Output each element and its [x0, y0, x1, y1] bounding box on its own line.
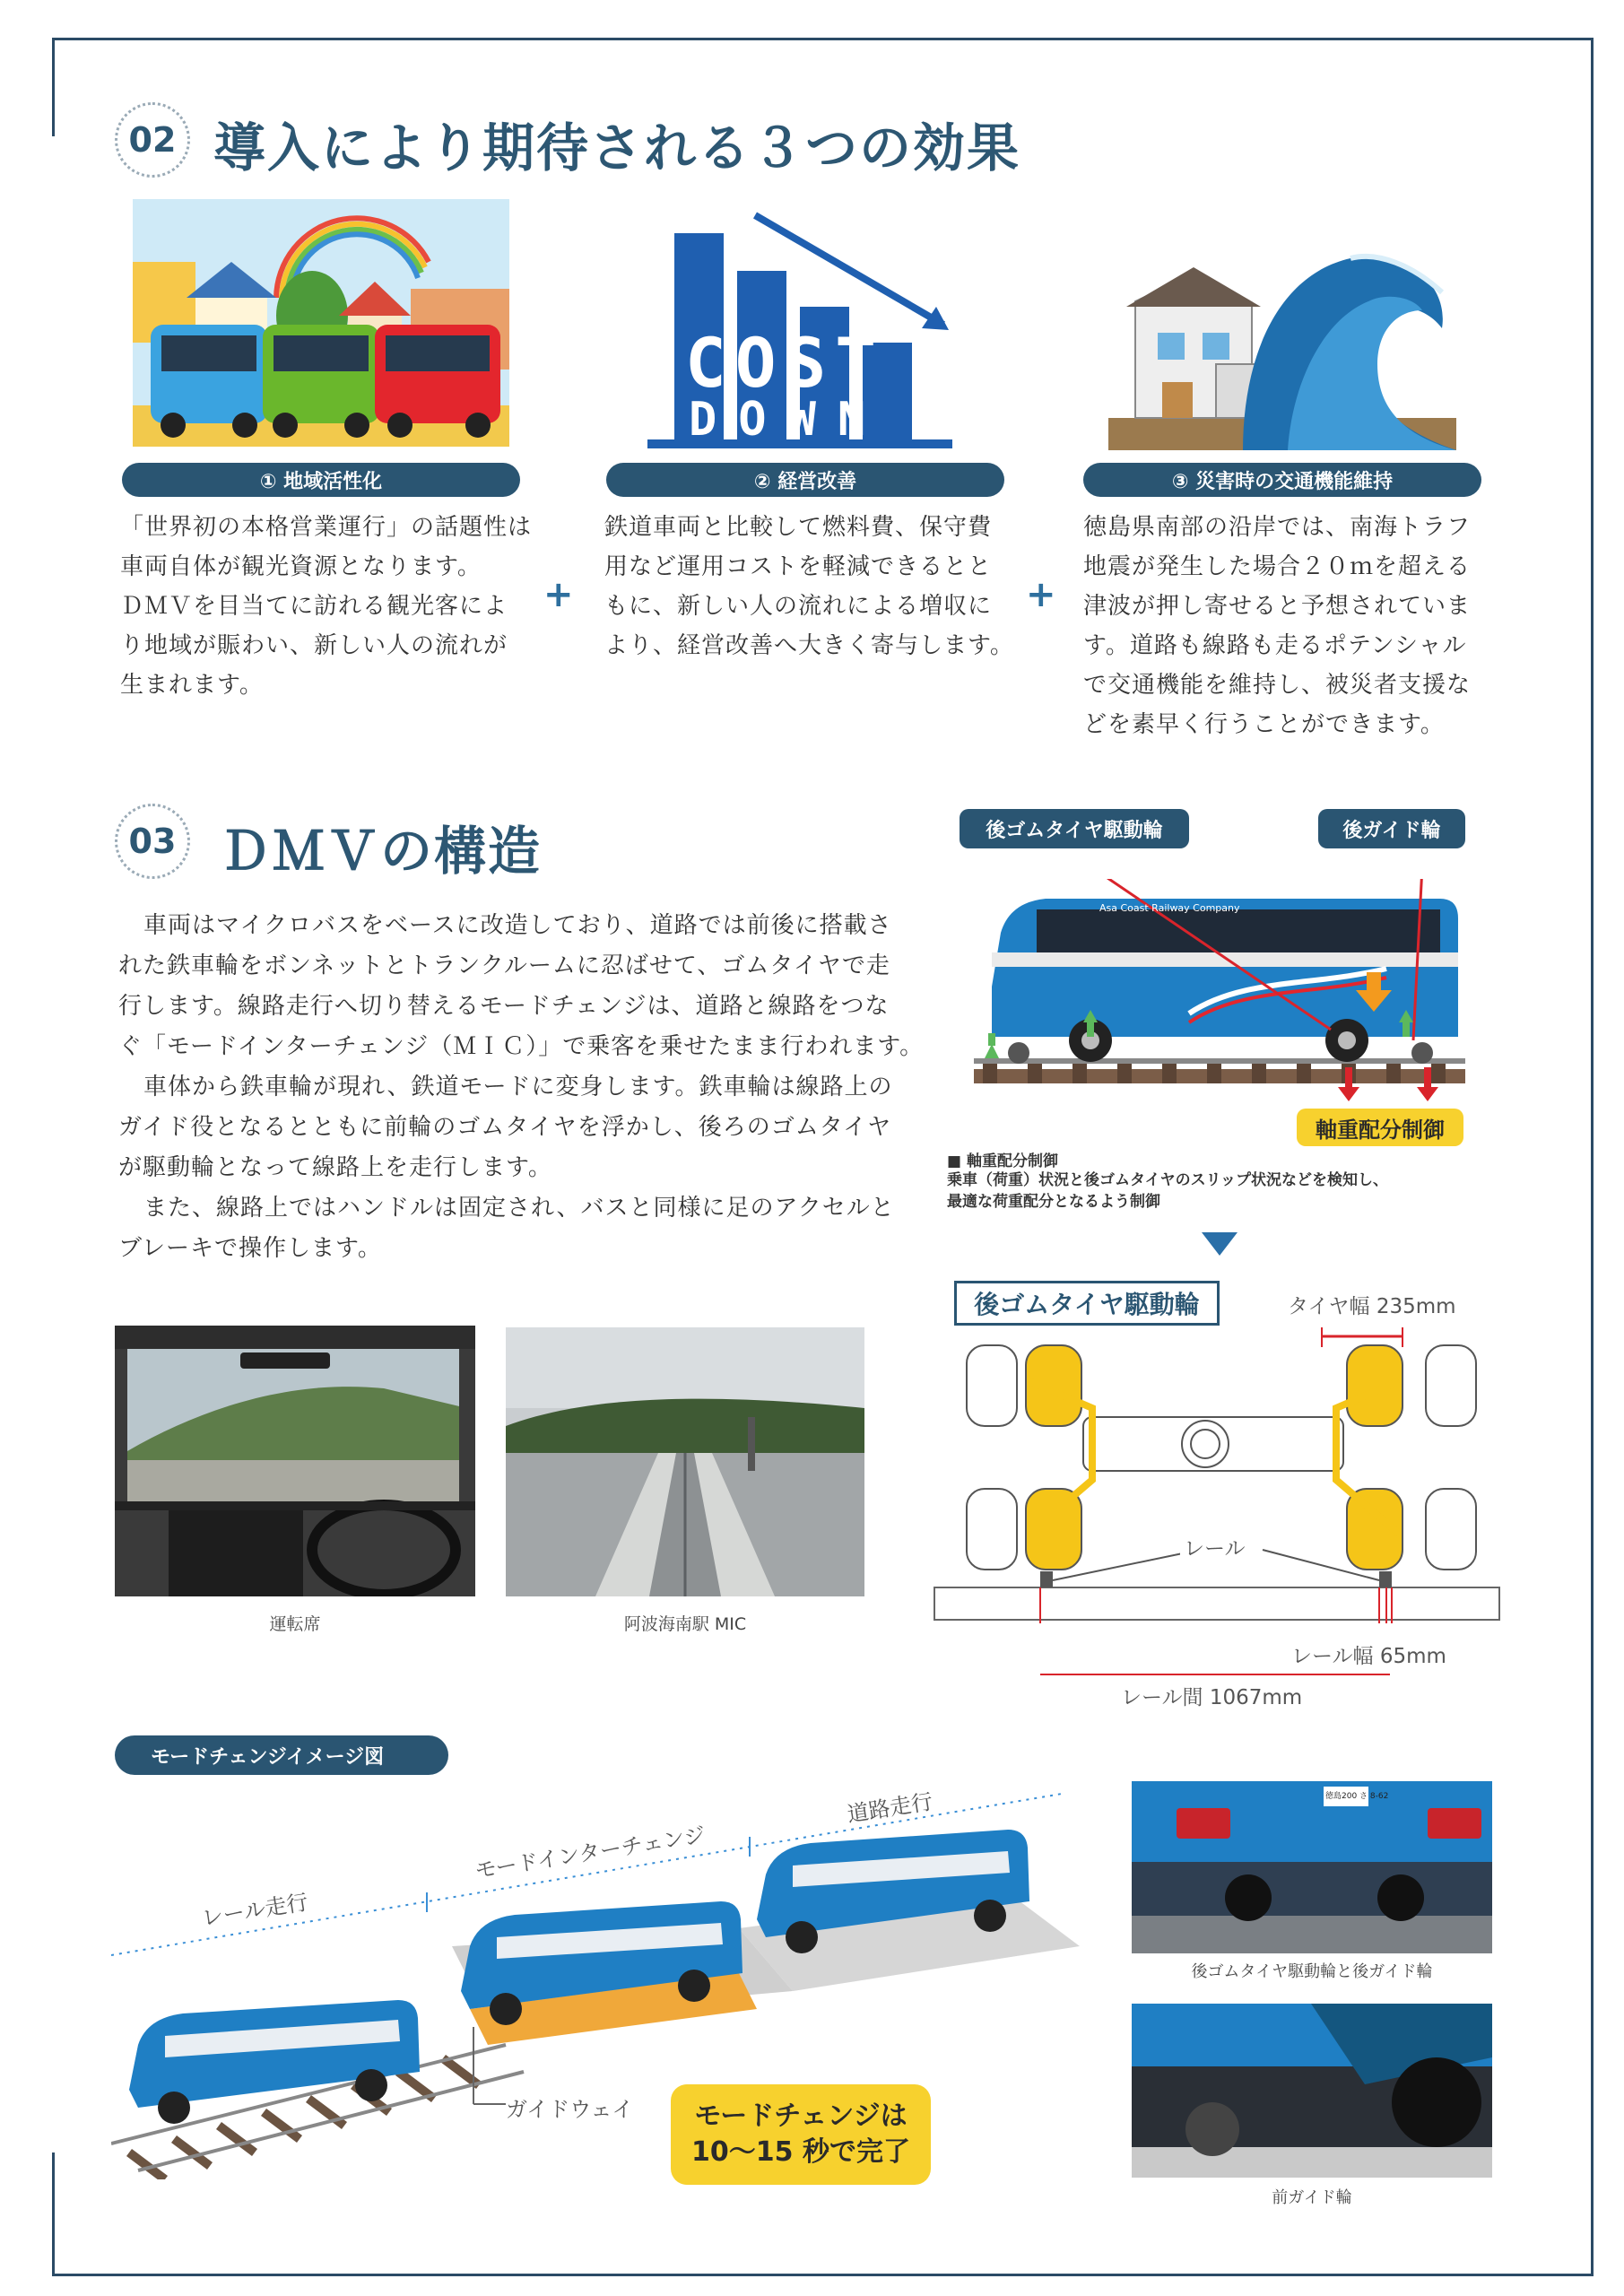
text-line: 最適な荷重配分となるよう制御: [947, 1193, 1160, 1211]
mode-change-time-bubble: [671, 2084, 931, 2185]
text-line: 乗車（荷重）状況と後ゴムタイヤのスリップ状況などを検知し、: [947, 1171, 1388, 1189]
gauge-label: レール間 1067mm: [1121, 1686, 1303, 1709]
text-line: より、経営改善へ大きく寄与します。: [604, 632, 1014, 659]
axle-note-title: ■ 軸重配分制御: [947, 1152, 1058, 1170]
text-line: す。道路も線路も走るポテンシャル: [1083, 632, 1467, 659]
cost-text: COST: [685, 323, 886, 403]
photo-rear-wheels: [1132, 1781, 1492, 1953]
axle-diagram-title: 後ゴムタイヤ駆動輪: [954, 1281, 1220, 1326]
text-line: ぐ「モードインターチェンジ（ＭＩＣ）」で乗客を乗せたまま行われます。: [118, 1033, 925, 1060]
text-line: 地震が発生した場合２０ｍを超える: [1083, 553, 1472, 580]
rail-label: レール: [1180, 1532, 1249, 1561]
plus-sign-2: +: [1026, 574, 1056, 615]
structure-description: [118, 906, 924, 1269]
text-line: また、線路上ではハンドルは固定され、バスと同様に足のアクセルと: [143, 1195, 895, 1222]
effect-text-disaster: [1083, 508, 1471, 744]
bubble-line-1: モードチェンジは: [694, 2100, 908, 2132]
effect-label-management: ② 経営改善: [606, 463, 1004, 497]
down-triangle-icon: [1202, 1232, 1238, 1256]
axle-note-text: [947, 1170, 1388, 1213]
text-line: もに、新しい人の流れによる増収に: [604, 593, 993, 620]
gauge-line: [1040, 1674, 1390, 1675]
text-line: ＤＭＶを目当てに訪れる観光客によ: [120, 593, 508, 620]
text-line: ガイド役となるとともに前輪のゴムタイヤを浮かし、後ろのゴムタイヤ: [118, 1114, 892, 1141]
photo-awa-kainan-mic: [506, 1327, 864, 1596]
caption-front-guide-wheel: 前ガイド輪: [1272, 2188, 1352, 2207]
text-line: ブレーキで操作します。: [118, 1235, 382, 1262]
text-line: 津波が押し寄せると予想されていま: [1083, 593, 1472, 620]
diagram-bus-side: [974, 879, 1465, 1085]
label-rear-drive-wheel: 後ゴムタイヤ駆動輪: [960, 809, 1189, 848]
text-line: 鉄道車両と比較して燃料費、保守費: [604, 514, 993, 541]
caption-rear-wheels: 後ゴムタイヤ駆動輪と後ガイド輪: [1191, 1962, 1433, 1981]
text-line: り地域が賑わい、新しい人の流れが: [120, 632, 508, 659]
page-frame-left-bottom: [52, 2152, 55, 2274]
photo-front-guide-wheel: [1132, 2004, 1492, 2178]
label-rail-running: レール走行: [199, 1889, 310, 1932]
caption-mic: 阿波海南駅 MIC: [623, 1614, 747, 1634]
section-03-title: ＤＭＶの構造: [219, 821, 543, 882]
text-line: 「世界初の本格営業運行」の話題性は: [120, 514, 533, 541]
label-road-running: 道路走行: [845, 1788, 934, 1828]
down-text: DOWN: [689, 393, 888, 447]
down-arrows-red: [1336, 1067, 1444, 1103]
bus-company-text: Asa Coast Railway Company: [1099, 902, 1240, 914]
page-frame-left-top: [52, 38, 55, 136]
text-line: れた鉄車輪をボンネットとトランクルームに忍ばせて、ゴムタイヤで走: [118, 952, 890, 979]
label-guideway: ガイドウェイ: [506, 2097, 634, 2122]
section-02-number: 02: [115, 102, 190, 178]
label-mode-interchange: モードインターチェンジ: [473, 1822, 708, 1884]
effect-text-regional: [120, 508, 532, 705]
axle-load-control-label: 軸重配分制御: [1297, 1109, 1463, 1146]
text-line: 行します。線路走行へ切り替えるモードチェンジは、道路と線路をつな: [118, 993, 890, 1020]
text-line: が駆動輪となって線路上を走行します。: [118, 1154, 552, 1181]
diagram-axle-front-view: [931, 1327, 1503, 1623]
label-rear-guide-wheel: 後ガイド輪: [1318, 809, 1465, 848]
illustration-town-buses: [133, 199, 509, 447]
section-03-number: 03: [115, 804, 190, 879]
text-line: 用など運用コストを軽減できるとと: [604, 553, 993, 580]
effect-label-regional: ① 地域活性化: [122, 463, 520, 497]
photo-driver-seat: [115, 1326, 475, 1596]
caption-driver-seat: 運転席: [269, 1614, 321, 1634]
text-line: で交通機能を維持し、被災者支援な: [1083, 672, 1472, 699]
text-line: 車両はマイクロバスをベースに改造しており、道路では前後に搭載さ: [143, 912, 892, 939]
text-line: どを素早く行うことができます。: [1083, 711, 1445, 738]
section-02-title: 導入により期待される３つの効果: [213, 117, 1021, 178]
diagram-mode-change: [111, 1785, 1080, 2179]
license-plate: 徳島200 さ 8-62: [1325, 1792, 1389, 1801]
effect-label-disaster: ③ 災害時の交通機能維持: [1083, 463, 1481, 497]
bubble-line-2: 10～15 秒で完了: [691, 2136, 910, 2168]
illustration-tsunami: [1108, 248, 1456, 450]
illustration-cost-down: [647, 208, 952, 448]
text-line: 車体から鉄車輪が現れ、鉄道モードに変身します。鉄車輪は線路上の: [143, 1074, 893, 1100]
plus-sign-1: +: [543, 574, 574, 615]
text-line: 車両自体が観光資源となります。: [120, 553, 482, 580]
text-line: 徳島県南部の沿岸では、南海トラフ: [1083, 514, 1472, 541]
text-line: 生まれます。: [120, 672, 264, 699]
tire-width-label: タイヤ幅 235mm: [1288, 1295, 1456, 1318]
mode-change-title: モードチェンジイメージ図: [115, 1735, 448, 1775]
effect-text-management: [604, 508, 1014, 665]
rail-width-label: レール幅 65mm: [1291, 1645, 1446, 1668]
